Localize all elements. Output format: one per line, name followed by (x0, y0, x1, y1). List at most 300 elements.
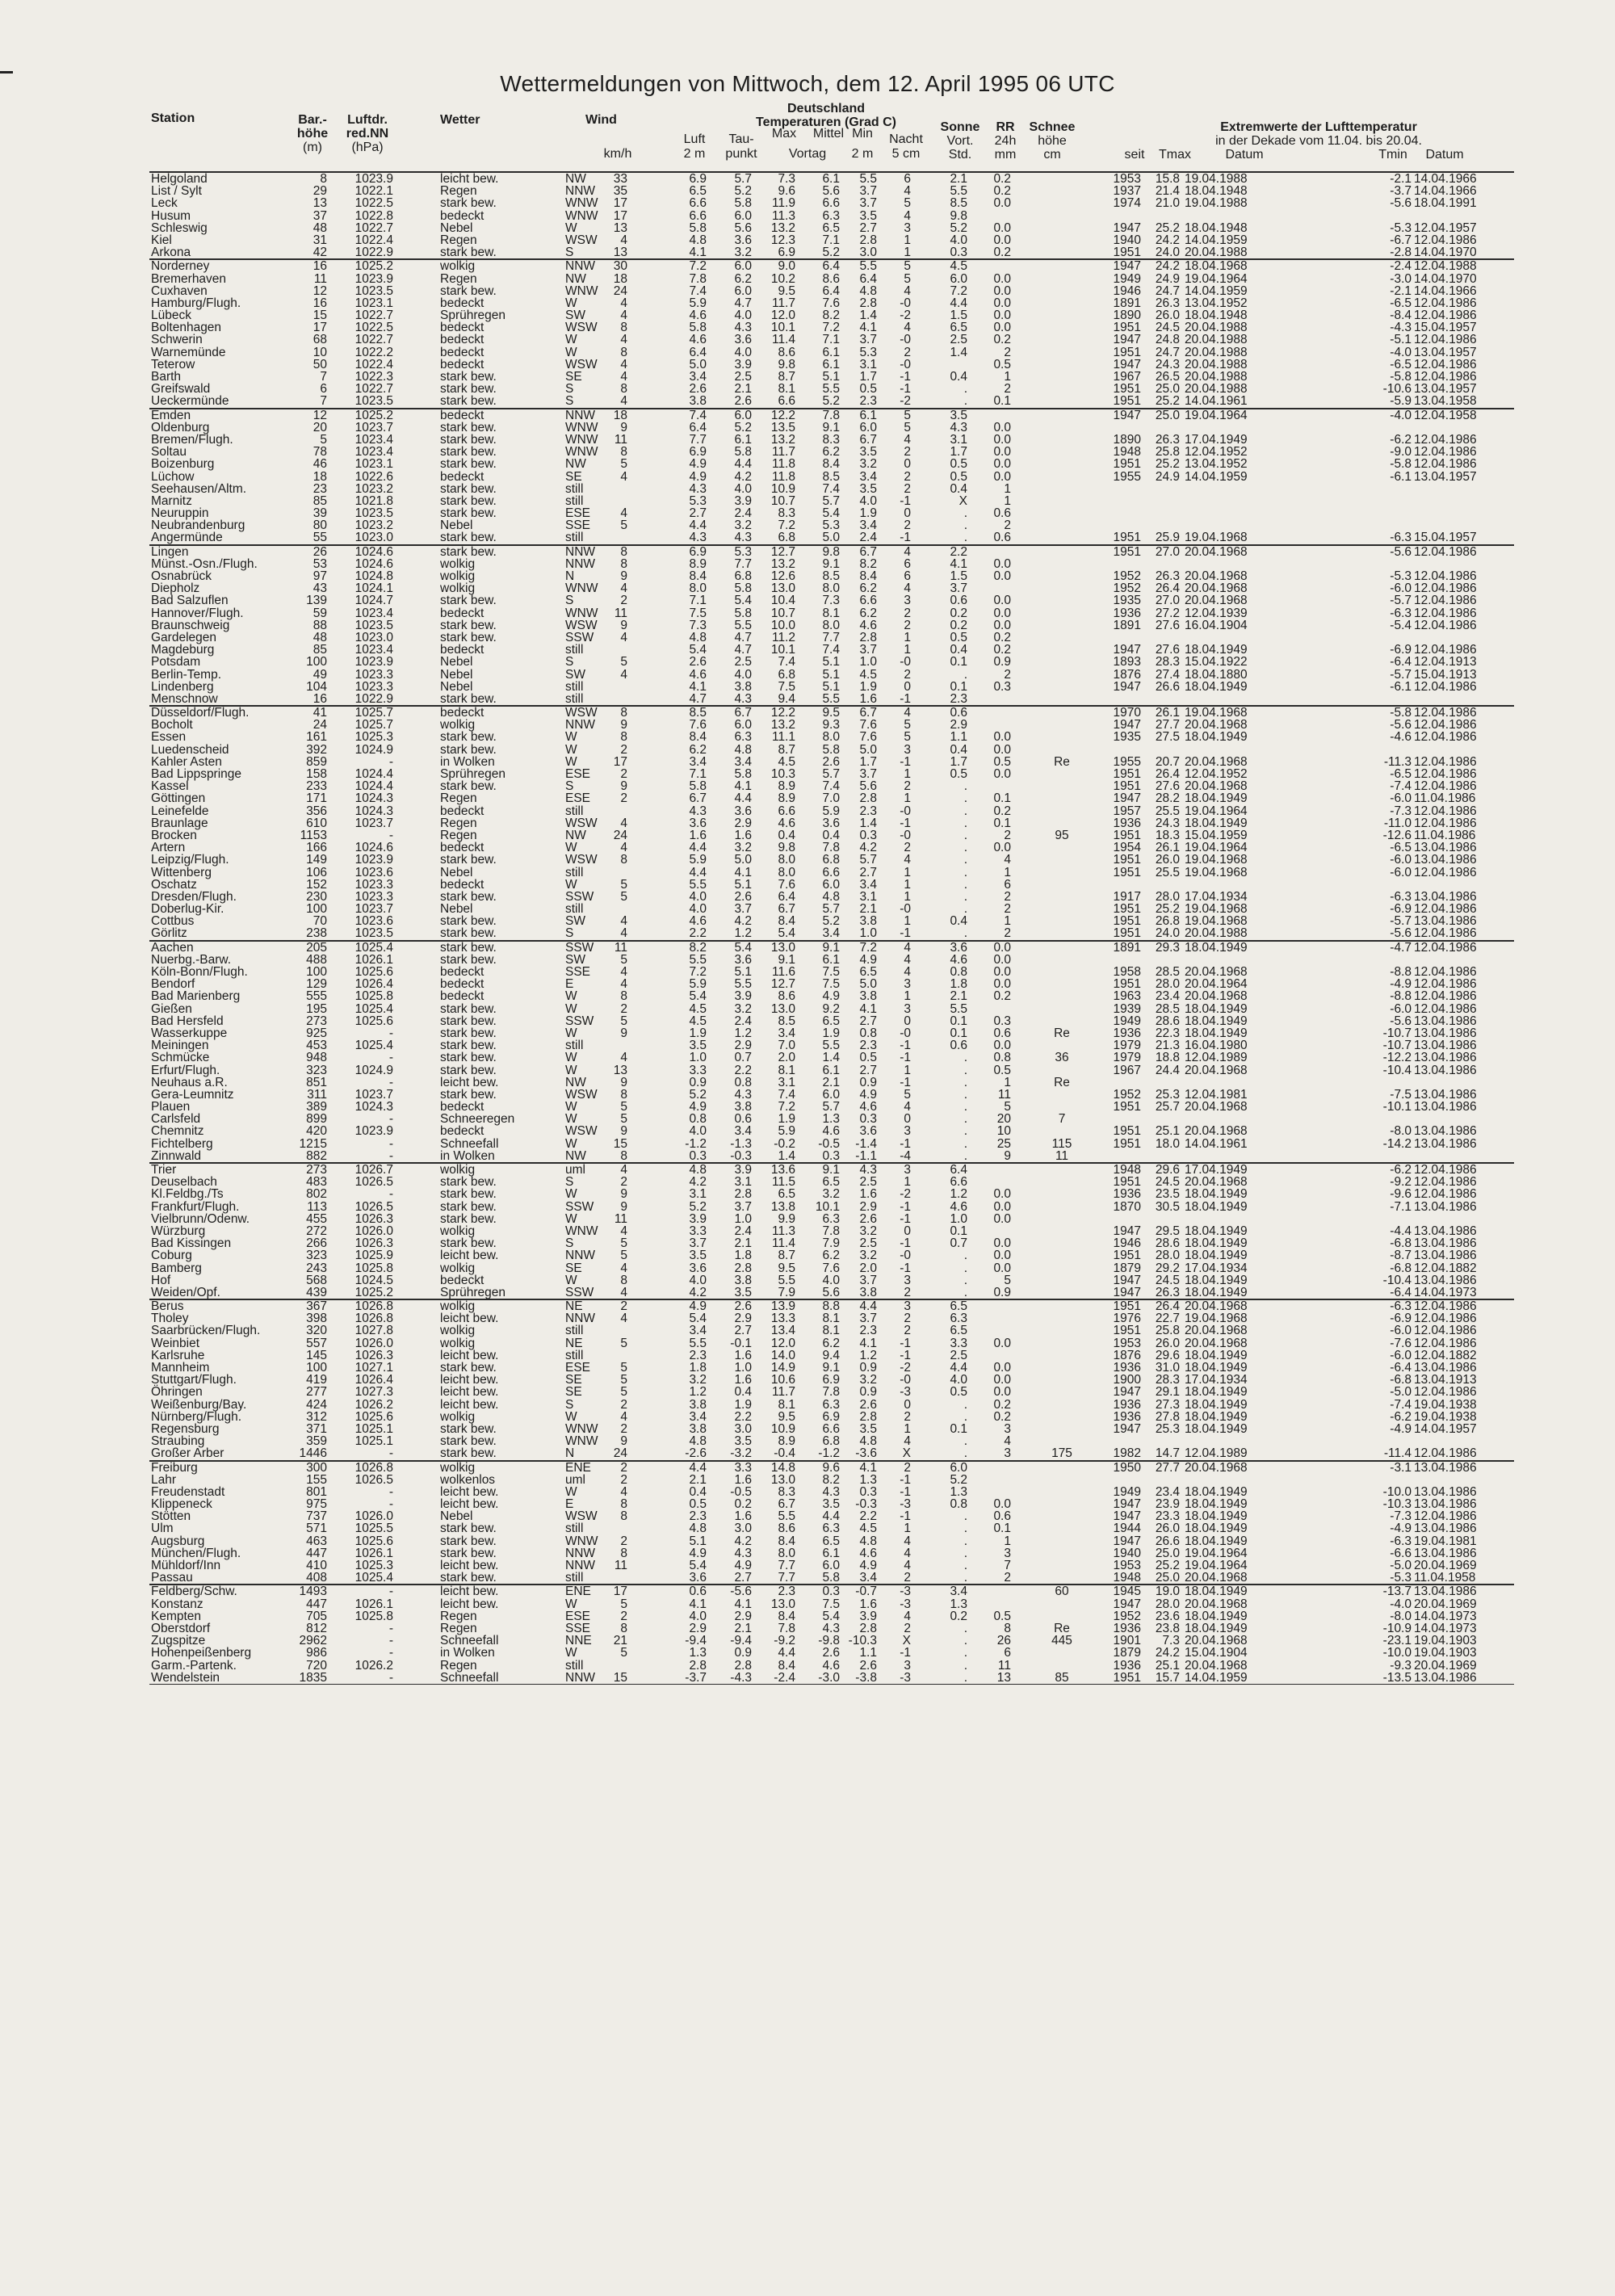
cell-wind-dir: WSW (565, 357, 598, 371)
cell-min-temp: 2.2 (859, 1509, 877, 1524)
cell-air-temp: 3.3 (689, 1224, 707, 1238)
cell-tmin-date: 12.04.1986 (1414, 1446, 1477, 1461)
cell-dewpoint: 3.9 (734, 357, 752, 371)
table-row (149, 1374, 1514, 1386)
cell-station: Garm.-Partenk. (151, 1658, 237, 1673)
cell-baro-height: 8 (320, 172, 327, 186)
cell-max-temp: 12.2 (770, 706, 795, 720)
table-row (149, 507, 1514, 519)
cell-sunshine: 0.1 (950, 1421, 967, 1436)
cell-since-year: 1951 (1113, 1175, 1141, 1190)
cell-tmin-date: 14.04.1970 (1414, 246, 1477, 260)
cell-mean-temp: 7.1 (822, 333, 840, 347)
cell-since-year: 1970 (1113, 706, 1141, 720)
cell-min-temp: -10.3 (848, 1634, 877, 1648)
cell-weather: stark bew. (440, 1211, 497, 1226)
cell-baro-height: 311 (307, 1087, 327, 1102)
cell-tmin: -6.0 (1390, 1324, 1412, 1338)
cell-wind-dir: SSE (565, 1621, 591, 1635)
cell-wind-dir: W (565, 1026, 577, 1040)
table-row (149, 1039, 1514, 1051)
cell-mean-temp: 6.3 (822, 1397, 840, 1412)
cell-tmin: -10.9 (1382, 1621, 1412, 1635)
cell-night-5cm: 2 (904, 445, 911, 460)
cell-tmax-date: 19.04.1964 (1185, 271, 1248, 286)
cell-since-year: 1948 (1113, 1571, 1141, 1585)
cell-since-year: 1953 (1113, 1336, 1141, 1350)
cell-wind-dir: NW (565, 1148, 586, 1163)
cell-pressure: 1025.8 (354, 1609, 393, 1623)
cell-mean-temp: 7.7 (822, 630, 840, 644)
cell-min-temp: 3.5 (859, 481, 877, 496)
cell-station: Saarbrücken/Flugh. (151, 1324, 261, 1338)
cell-tmax: 25.1 (1155, 1658, 1180, 1673)
cell-night-5cm: 6 (904, 172, 911, 186)
cell-tmin-date: 12.04.1986 (1414, 1324, 1477, 1338)
cell-wind-speed: 5 (620, 1112, 627, 1127)
cell-night-5cm: -1 (900, 1646, 911, 1660)
cell-wind-speed: 9 (620, 1075, 627, 1089)
cell-weather: Regen (440, 1621, 477, 1635)
cell-since-year: 1947 (1113, 333, 1141, 347)
cell-tmin-date: 19.04.1938 (1414, 1409, 1477, 1424)
cell-station: Karlsruhe (151, 1348, 205, 1362)
cell-dewpoint: 5.7 (734, 172, 752, 186)
table-row (149, 1622, 1514, 1635)
cell-tmax: 24.5 (1155, 1273, 1180, 1287)
cell-sunshine: . (963, 1634, 967, 1648)
cell-mean-temp: 3.6 (822, 816, 840, 830)
cell-air-temp: 3.5 (689, 1039, 707, 1053)
cell-air-temp: 8.9 (689, 556, 707, 571)
cell-sunshine: 3.3 (950, 1336, 967, 1350)
cell-tmin-date: 13.04.1986 (1414, 1670, 1477, 1685)
table-row (149, 867, 1514, 879)
cell-sunshine: 4.6 (950, 952, 967, 967)
cell-min-temp: 4.9 (859, 952, 877, 967)
header-luft-2m: 2 m (683, 147, 706, 161)
cell-dewpoint: 3.6 (734, 952, 752, 967)
cell-min-temp: 2.8 (859, 296, 877, 310)
table-row (149, 1486, 1514, 1498)
cell-tmax: 23.9 (1155, 1497, 1180, 1512)
cell-dewpoint: -3.2 (730, 1446, 752, 1461)
cell-night-5cm: 2 (904, 469, 911, 484)
cell-wind-speed: 15 (613, 1136, 627, 1151)
cell-weather: stark bew. (440, 531, 497, 545)
cell-tmin: -10.4 (1382, 1063, 1412, 1077)
cell-station: München/Flugh. (151, 1546, 241, 1560)
cell-min-temp: 4.6 (859, 1546, 877, 1560)
cell-baro-height: 149 (306, 853, 327, 867)
cell-since-year: 1951 (1113, 914, 1141, 929)
cell-mean-temp: 6.5 (822, 1534, 840, 1548)
cell-tmax: 27.6 (1155, 643, 1180, 657)
cell-tmax: 26.8 (1155, 914, 1180, 929)
cell-station: Boltenhagen (151, 321, 222, 335)
table-row (149, 915, 1514, 927)
cell-station: Aachen (151, 940, 194, 955)
cell-tmin: -12.2 (1382, 1051, 1412, 1065)
cell-wind-speed: 4 (620, 816, 627, 830)
cell-dewpoint: 4.8 (734, 742, 752, 757)
cell-wind-speed: 4 (620, 630, 627, 644)
cell-tmax: 28.0 (1155, 1597, 1180, 1611)
cell-weather: stark bew. (440, 1434, 497, 1449)
cell-precip: 0.2 (993, 804, 1011, 818)
cell-station: Hamburg/Flugh. (151, 296, 241, 310)
cell-air-temp: 4.1 (689, 1597, 707, 1611)
cell-max-temp: 14.0 (770, 1348, 795, 1362)
cell-mean-temp: 6.9 (822, 1373, 840, 1387)
cell-tmin: -6.9 (1390, 643, 1412, 657)
cell-station: Fichtelberg (151, 1136, 213, 1151)
cell-wind-dir: W (565, 296, 577, 310)
cell-min-temp: 3.2 (859, 1373, 877, 1387)
cell-tmax-date: 14.04.1959 (1185, 233, 1248, 247)
cell-pressure: 1026.4 (354, 1373, 393, 1387)
cell-since-year: 1900 (1113, 1373, 1141, 1387)
cell-station: Frankfurt/Flugh. (151, 1199, 240, 1214)
cell-air-temp: 4.1 (689, 246, 707, 260)
cell-station: Lüchow (151, 469, 195, 484)
cell-night-5cm: 1 (904, 643, 911, 657)
cell-min-temp: 6.2 (859, 606, 877, 620)
cell-air-temp: 6.9 (689, 544, 707, 559)
table-row (149, 1089, 1514, 1101)
cell-precip: 0.2 (993, 172, 1011, 186)
cell-dewpoint: 3.4 (734, 1124, 752, 1139)
cell-tmin: -5.3 (1390, 1571, 1412, 1585)
cell-max-temp: 8.7 (778, 742, 795, 757)
cell-tmax-date: 20.04.1968 (1185, 1100, 1248, 1114)
cell-wind-speed: 8 (620, 321, 627, 335)
cell-since-year: 1947 (1113, 1285, 1141, 1299)
cell-since-year: 1936 (1113, 1621, 1141, 1635)
cell-max-temp: 2.0 (778, 1051, 795, 1065)
cell-tmin-date: 15.04.1913 (1414, 667, 1477, 682)
cell-tmin: -5.6 (1390, 718, 1412, 732)
cell-wind-speed: 33 (613, 172, 627, 186)
cell-air-temp: 3.3 (689, 1063, 707, 1077)
cell-pressure: 1026.5 (354, 1199, 393, 1214)
cell-mean-temp: 6.2 (822, 1336, 840, 1350)
cell-air-temp: 5.8 (689, 779, 707, 794)
cell-precip: 0.0 (993, 742, 1011, 757)
cell-max-temp: 10.9 (770, 1421, 795, 1436)
cell-tmax: 25.2 (1155, 394, 1180, 409)
cell-weather: bedeckt (440, 965, 484, 979)
cell-min-temp: -1.1 (855, 1148, 877, 1163)
cell-night-5cm: -0 (900, 1026, 911, 1040)
cell-max-temp: -0.4 (774, 1446, 795, 1461)
cell-dewpoint: 4.2 (734, 469, 752, 484)
cell-mean-temp: 6.8 (822, 1434, 840, 1449)
cell-sunshine: 6.0 (950, 271, 967, 286)
cell-tmin-date: 14.04.1973 (1414, 1285, 1477, 1299)
cell-pressure: - (388, 1187, 393, 1202)
cell-night-5cm: 4 (904, 1609, 911, 1623)
cell-dewpoint: 7.7 (734, 556, 752, 571)
cell-weather: Nebel (440, 655, 473, 669)
cell-wind-dir: WSW (565, 706, 598, 720)
cell-precip: 0.2 (993, 989, 1011, 1004)
cell-dewpoint: 4.7 (734, 630, 752, 644)
cell-dewpoint: 2.1 (734, 1236, 752, 1251)
cell-wind-dir: W (565, 1136, 577, 1151)
cell-baro-height: 139 (306, 594, 327, 608)
cell-station: Angermünde (151, 531, 223, 545)
cell-wind-speed: 4 (620, 977, 627, 992)
cell-baro-height: 300 (306, 1460, 327, 1475)
cell-min-temp: 3.7 (859, 643, 877, 657)
cell-tmax: 29.2 (1155, 1261, 1180, 1275)
cell-tmin: -5.6 (1390, 1014, 1412, 1028)
cell-air-temp: 3.4 (689, 1409, 707, 1424)
cell-pressure: 1025.4 (354, 1001, 393, 1016)
table-row (149, 446, 1514, 458)
cell-mean-temp: 6.1 (822, 345, 840, 359)
cell-wind-dir: NNW (565, 544, 596, 559)
cell-dewpoint: 4.4 (734, 791, 752, 806)
header-tmax: Tmax (1159, 148, 1191, 162)
cell-max-temp: 13.2 (770, 220, 795, 235)
cell-station: Klippeneck (151, 1497, 212, 1512)
cell-tmin-date: 12.04.1988 (1414, 259, 1477, 274)
cell-station: Weinbiet (151, 1336, 200, 1350)
cell-dewpoint: 2.8 (734, 1261, 752, 1275)
cell-since-year: 1879 (1113, 1261, 1141, 1275)
cell-dewpoint: -0.3 (730, 1148, 752, 1163)
cell-mean-temp: 5.7 (822, 767, 840, 781)
cell-tmin-date: 13.04.1986 (1414, 914, 1477, 929)
cell-precip: 1 (1004, 914, 1011, 929)
cell-precip: 0.0 (993, 1187, 1011, 1202)
cell-sunshine: . (963, 1087, 967, 1102)
cell-air-temp: 8.5 (689, 706, 707, 720)
cell-tmax: 24.2 (1155, 233, 1180, 247)
cell-wind-speed: 2 (620, 1299, 627, 1314)
cell-min-temp: 2.4 (859, 531, 877, 545)
cell-station: Lingen (151, 544, 189, 559)
cell-wind-dir: ESE (565, 1609, 591, 1623)
cell-min-temp: 1.1 (859, 1646, 877, 1660)
cell-tmax-date: 20.04.1968 (1185, 1597, 1248, 1611)
cell-since-year: 1901 (1113, 1634, 1141, 1648)
cell-air-temp: 4.9 (689, 457, 707, 472)
cell-station: Emden (151, 408, 191, 422)
cell-night-5cm: 0 (904, 1224, 911, 1238)
cell-pressure: 1025.6 (354, 1534, 393, 1548)
cell-min-temp: 6.6 (859, 594, 877, 608)
cell-air-temp: 4.1 (689, 679, 707, 694)
cell-baro-height: 568 (306, 1273, 327, 1287)
cell-night-5cm: -0 (900, 357, 911, 371)
cell-tmin-date: 12.04.1986 (1414, 902, 1477, 917)
cell-weather: Sprühregen (440, 767, 506, 781)
table-row (149, 1027, 1514, 1039)
cell-tmax: 24.9 (1155, 271, 1180, 286)
cell-station: Kiel (151, 233, 172, 247)
cell-night-5cm: -2 (900, 309, 911, 323)
cell-max-temp: 6.6 (778, 394, 795, 409)
cell-tmin: -4.9 (1390, 977, 1412, 992)
cell-wind-dir: W (565, 1646, 577, 1660)
cell-max-temp: 7.7 (778, 1559, 795, 1572)
cell-tmax-date: 19.04.1964 (1185, 1559, 1248, 1572)
table-row (149, 558, 1514, 570)
table-row (149, 1249, 1514, 1261)
cell-pressure: 1023.5 (354, 394, 393, 409)
cell-tmin: -5.4 (1390, 618, 1412, 632)
cell-wind-dir: ESE (565, 1361, 591, 1375)
cell-baro-height: 273 (306, 1014, 327, 1028)
cell-station: Berus (151, 1299, 184, 1314)
cell-air-temp: 5.2 (689, 1087, 707, 1102)
cell-mean-temp: 7.8 (822, 1385, 840, 1400)
cell-night-5cm: -1 (900, 531, 911, 545)
cell-air-temp: 7.1 (689, 594, 707, 608)
cell-snow: 115 (1051, 1136, 1072, 1151)
cell-wind-speed: 4 (620, 965, 627, 979)
cell-mean-temp: 7.8 (822, 1224, 840, 1238)
cell-min-temp: 3.8 (859, 989, 877, 1004)
header-luft-3: (hPa) (351, 141, 384, 154)
cell-sunshine: 4.4 (950, 1361, 967, 1375)
cell-weather: Nebel (440, 679, 473, 694)
cell-tmax: 24.8 (1155, 333, 1180, 347)
cell-precip: 0.0 (993, 1236, 1011, 1251)
cell-precip: 26 (996, 1634, 1011, 1648)
cell-wind-dir: still (565, 1039, 584, 1053)
cell-sunshine: 0.4 (950, 481, 967, 496)
cell-night-5cm: -1 (900, 1039, 911, 1053)
cell-dewpoint: 4.0 (734, 309, 752, 323)
cell-station: Ueckermünde (151, 394, 229, 409)
cell-air-temp: 0.8 (689, 1112, 707, 1127)
cell-since-year: 1940 (1113, 1546, 1141, 1560)
cell-wind-dir: W (565, 1001, 577, 1016)
cell-max-temp: 10.1 (770, 321, 795, 335)
cell-mean-temp: -0.5 (818, 1136, 840, 1151)
cell-tmax: 18.8 (1155, 1051, 1180, 1065)
table-row (149, 978, 1514, 990)
cell-night-5cm: 1 (904, 1522, 911, 1536)
cell-since-year: 1951 (1113, 1100, 1141, 1114)
cell-min-temp: 2.8 (859, 1409, 877, 1424)
cell-wind-dir: W (565, 345, 577, 359)
cell-dewpoint: 5.5 (734, 618, 752, 632)
table-row (149, 1386, 1514, 1398)
cell-weather: bedeckt (440, 706, 484, 720)
cell-since-year: 1947 (1113, 220, 1141, 235)
cell-station: Osnabrück (151, 569, 212, 583)
cell-wind-speed: 2 (620, 594, 627, 608)
cell-air-temp: 4.6 (689, 333, 707, 347)
cell-sunshine: 0.2 (950, 1609, 967, 1623)
cell-min-temp: 1.4 (859, 816, 877, 830)
cell-tmin: -7.5 (1390, 1087, 1412, 1102)
cell-dewpoint: 4.7 (734, 643, 752, 657)
cell-tmax-date: 18.04.1949 (1185, 1026, 1248, 1040)
cell-station: Soltau (151, 445, 187, 460)
cell-min-temp: 2.7 (859, 865, 877, 879)
cell-tmax: 26.0 (1155, 1522, 1180, 1536)
cell-sunshine: 6.0 (950, 1460, 967, 1475)
cell-air-temp: 1.2 (689, 1385, 707, 1400)
cell-baro-height: 48 (313, 220, 327, 235)
cell-sunshine: 1.4 (950, 345, 967, 359)
cell-weather: stark bew. (440, 382, 497, 397)
cell-weather: stark bew. (440, 370, 497, 384)
cell-tmin-date: 12.04.1986 (1414, 333, 1477, 347)
cell-since-year: 1936 (1113, 1409, 1141, 1424)
cell-station: Trier (151, 1163, 177, 1177)
cell-dewpoint: 5.4 (734, 594, 752, 608)
cell-dewpoint: 5.6 (734, 220, 752, 235)
cell-tmax: 25.0 (1155, 408, 1180, 422)
cell-wind-dir: SSW (565, 1014, 594, 1028)
cell-mean-temp: 8.0 (822, 618, 840, 632)
cell-air-temp: 7.7 (689, 432, 707, 447)
cell-station: Stuttgart/Flugh. (151, 1373, 237, 1387)
cell-mean-temp: 8.6 (822, 271, 840, 286)
cell-baro-height: 48 (313, 630, 327, 644)
cell-tmax: 21.4 (1155, 184, 1180, 199)
cell-max-temp: 7.8 (778, 1621, 795, 1635)
cell-night-5cm: 4 (904, 544, 911, 559)
cell-tmin-date: 12.04.1986 (1414, 606, 1477, 620)
cell-tmax: 25.7 (1155, 1100, 1180, 1114)
cell-weather: stark bew. (440, 394, 497, 409)
cell-precip: 0.0 (993, 432, 1011, 447)
cell-tmin: -6.0 (1390, 865, 1412, 879)
cell-max-temp: 5.4 (778, 926, 795, 941)
cell-tmax-date: 18.04.1968 (1185, 259, 1248, 274)
cell-dewpoint: 3.7 (734, 902, 752, 917)
cell-baro-height: 31 (313, 233, 327, 247)
cell-air-temp: 4.4 (689, 1460, 707, 1475)
cell-night-5cm: 0 (904, 1014, 911, 1028)
cell-tmax: 26.4 (1155, 581, 1180, 596)
cell-night-5cm: -0 (900, 296, 911, 310)
cell-max-temp: 10.6 (770, 1373, 795, 1387)
table-row (149, 719, 1514, 731)
table-row (149, 371, 1514, 383)
cell-sunshine: 3.4 (950, 1585, 967, 1599)
cell-tmax-date: 18.04.1949 (1185, 1187, 1248, 1202)
cell-pressure: 1023.3 (354, 877, 393, 892)
table-row (149, 829, 1514, 842)
cell-baro-height: 18 (313, 469, 327, 484)
cell-precip: 0.8 (993, 1051, 1011, 1065)
cell-min-temp: -3.8 (855, 1670, 877, 1685)
cell-pressure: 1026.3 (354, 1236, 393, 1251)
cell-tmin: -8.0 (1390, 1609, 1412, 1623)
cell-air-temp: 4.8 (689, 630, 707, 644)
cell-weather: bedeckt (440, 333, 484, 347)
cell-sunshine: 4.0 (950, 233, 967, 247)
cell-tmin-date: 14.04.1970 (1414, 271, 1477, 286)
cell-air-temp: 3.4 (689, 370, 707, 384)
cell-pressure: 1023.0 (354, 531, 393, 545)
cell-pressure: - (388, 1446, 393, 1461)
cell-since-year: 1947 (1113, 1224, 1141, 1238)
cell-since-year: 1951 (1113, 902, 1141, 917)
cell-night-5cm: 4 (904, 1100, 911, 1114)
cell-weather: Regen (440, 828, 477, 842)
cell-tmin: -4.0 (1390, 408, 1412, 422)
